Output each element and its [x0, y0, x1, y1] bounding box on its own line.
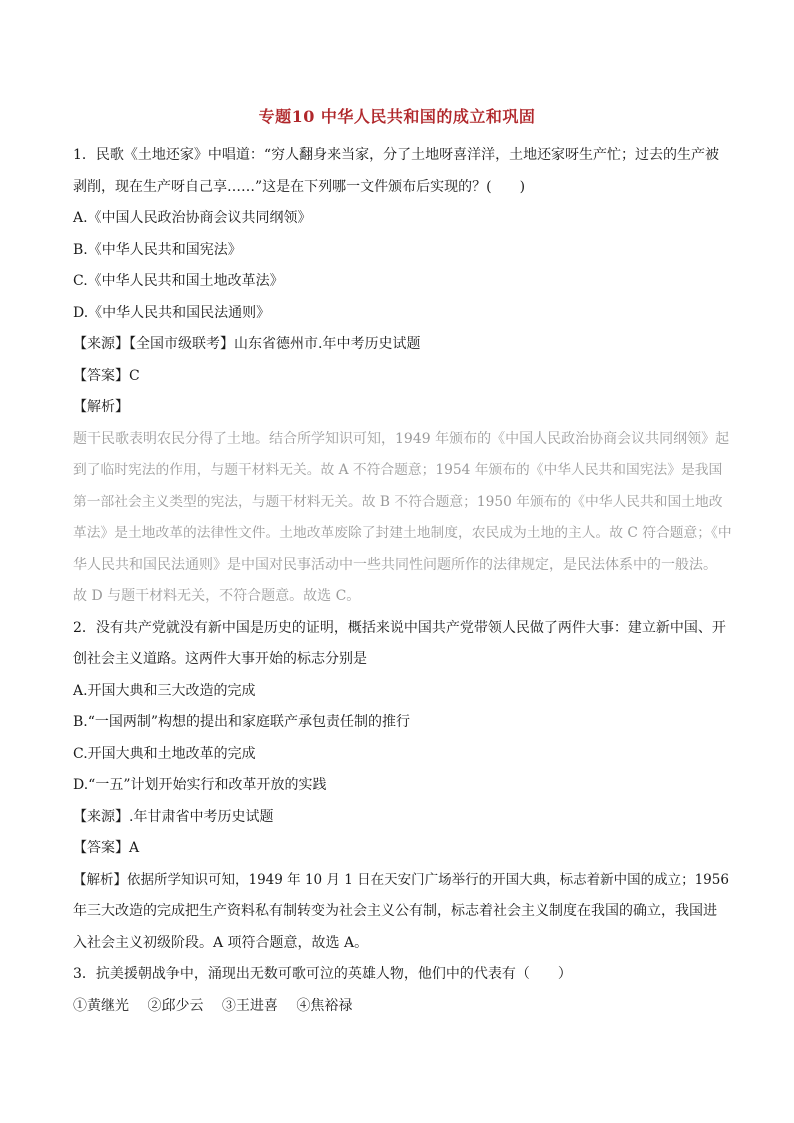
question-1-analysis-line-5: 华人民共和国民法通则》是中国对民事活动中一些共同性问题所作的法律规定，是民法体系中的一般法。 — [73, 556, 717, 573]
question-1-stem-line-1: 1．民歌《土地还家》中唱道：“穷人翻身来当家，分了土地呀喜洋洋，土地还家呀生产忙；过去的生产被 — [73, 147, 720, 163]
question-2 — [73, 613, 733, 960]
question-2-option-a: A.开国大典和三大改造的完成 — [73, 682, 256, 699]
question-2-option-c: C.开国大典和土地改革的完成 — [73, 745, 256, 762]
question-2-stem-line-2: 创社会主义道路。这两件大事开始的标志分别是 — [73, 651, 367, 667]
question-1 — [73, 140, 733, 613]
question-1-answer: 【答案】C — [73, 367, 140, 384]
question-3-stem-line-1: 3．抗美援朝战争中，涌现出无数可歌可泣的英雄人物，他们中的代表有（ ） — [73, 966, 572, 982]
question-1-analysis-line-4: 革法》是土地改革的法律性文件。土地改革废除了封建土地制度，农民成为土地的主人。故 C 符合题意；《中 — [73, 525, 732, 541]
question-1-analysis-line-3: 第一部社会主义类型的宪法，与题干材料无关。故 B 不符合题意；1950 年颁布的《中华人民共和国土地改 — [73, 493, 723, 510]
question-2-option-b: B.“一国两制”构想的提出和家庭联产承包责任制的推行 — [73, 714, 411, 730]
question-1-option-a: A.《中国人民政治协商会议共同纲领》 — [73, 210, 312, 226]
question-1-option-c: C.《中华人民共和国土地改革法》 — [73, 273, 284, 289]
question-1-analysis-line-2: 到了临时宪法的作用，与题干材料无关。故 A 不符合题意；1954 年颁布的《中华人民共和国宪法》是我国 — [73, 462, 723, 478]
question-1-option-d: D.《中华人民共和国民法通则》 — [73, 304, 271, 321]
question-2-source: 【来源】.年甘肃省中考历史试题 — [73, 808, 274, 825]
question-1-analysis-label: 【解析】 — [73, 399, 129, 415]
question-1-analysis-line-6: 故 D 与题干材料无关，不符合题意。故选 C。 — [73, 588, 361, 604]
question-2-analysis-line-1: 【解析】依据所学知识可知，1949 年 10 月 1 日在天安门广场举行的开国大典，标志着新中国的成立；1956 — [73, 871, 729, 888]
page-title: 专题10 中华人民共和国的成立和巩固 — [258, 107, 536, 126]
document-body — [73, 140, 733, 1022]
question-2-analysis-line-2: 年三大改造的完成把生产资料私有制转变为社会主义公有制，标志着社会主义制度在我国的确立，我国进 — [73, 903, 717, 919]
question-2-analysis-line-3: 入社会主义初级阶段。A 项符合题意，故选 A。 — [73, 934, 369, 951]
question-2-option-d: D.“一五”计划开始实行和改革开放的实践 — [73, 777, 327, 793]
question-2-answer: 【答案】A — [73, 840, 140, 856]
question-2-stem-line-1: 2．没有共产党就没有新中国是历史的证明，概括来说中国共产党带领人民做了两件大事：建立新中国、开 — [73, 619, 726, 636]
question-1-analysis-line-1: 题干民歌表明农民分得了土地。结合所学知识可知，1949 年颁布的《中国人民政治协商会议共同纲领》起 — [73, 430, 730, 447]
question-1-option-b: B.《中华人民共和国宪法》 — [73, 241, 242, 258]
question-1-source: 【来源】【全国市级联考】山东省德州市.年中考历史试题 — [73, 336, 421, 352]
question-3 — [73, 959, 733, 1022]
question-3-options-line: ①黄继光 ②邱少云 ③王进喜 ④焦裕禄 — [73, 997, 353, 1014]
question-1-stem-line-2: 剥削，现在生产呀自己享……”这是在下列哪一文件颁布后实现的？( ) — [73, 178, 526, 195]
